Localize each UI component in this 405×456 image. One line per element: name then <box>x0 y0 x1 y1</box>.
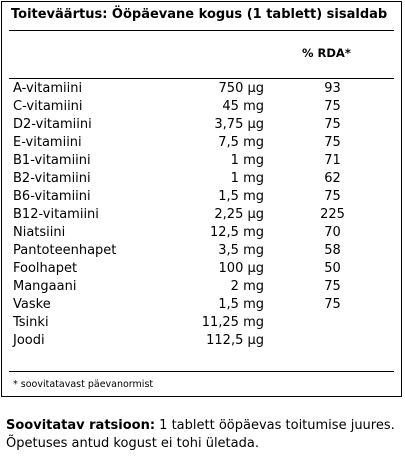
nutrient-rda: 93 <box>324 81 341 96</box>
nutrition-facts-panel <box>1 1 402 397</box>
nutrient-name: Pantoteenhapet <box>13 243 117 258</box>
title-divider <box>9 30 394 31</box>
nutrient-name: Foolhapet <box>13 261 78 276</box>
nutrient-row <box>2 80 402 98</box>
nutrient-name: A-vitamiini <box>13 81 83 96</box>
rda-footnote: * soovitatavast päevanormist <box>13 379 154 390</box>
dosage-instructions <box>6 417 402 453</box>
nutrient-amount: 12,5 mg <box>210 225 264 240</box>
nutrient-name: C-vitamiini <box>13 99 83 114</box>
nutrient-rda: 75 <box>324 279 341 294</box>
nutrient-rda: 75 <box>324 99 341 114</box>
nutrient-name: Mangaani <box>13 279 77 294</box>
nutrient-row <box>2 170 402 188</box>
nutrient-rda: 75 <box>324 117 341 132</box>
nutrient-row <box>2 224 402 242</box>
nutrient-row <box>2 242 402 260</box>
nutrient-name: D2-vitamiini <box>13 117 92 132</box>
nutrient-name: Tsinki <box>13 315 49 330</box>
header-divider <box>9 78 394 79</box>
nutrition-title: Toiteväärtus: Ööpäevane kogus (1 tablett) sisaldab <box>11 7 388 22</box>
nutrient-name: Vaske <box>13 297 51 312</box>
nutrient-amount: 45 mg <box>222 99 264 114</box>
nutrient-name: B2-vitamiini <box>13 171 91 186</box>
nutrient-rda: 70 <box>324 225 341 240</box>
nutrient-table <box>2 80 402 350</box>
nutrient-rda: 50 <box>324 261 341 276</box>
nutrient-row <box>2 296 402 314</box>
dosage-warning: Õpetuses antud kogust ei tohi ületada. <box>6 436 259 451</box>
nutrient-row <box>2 188 402 206</box>
nutrient-rda: 62 <box>324 171 341 186</box>
nutrient-row <box>2 152 402 170</box>
nutrient-amount: 112,5 µg <box>206 333 264 348</box>
dosage-label: Soovitatav ratsioon: <box>6 418 156 433</box>
dosage-text: 1 tablett ööpäevas toitumise juures. <box>155 418 395 433</box>
nutrient-rda: 71 <box>324 153 341 168</box>
nutrient-amount: 1,5 mg <box>218 297 264 312</box>
dosage-line-1 <box>6 417 402 435</box>
nutrient-row <box>2 278 402 296</box>
nutrient-amount: 2 mg <box>230 279 264 294</box>
nutrient-row <box>2 206 402 224</box>
nutrient-name: Niatsiini <box>13 225 66 240</box>
nutrient-amount: 1 mg <box>230 171 264 186</box>
nutrient-rda: 75 <box>324 297 341 312</box>
nutrient-rda: 225 <box>320 207 345 222</box>
nutrient-row <box>2 314 402 332</box>
nutrient-amount: 1,5 mg <box>218 189 264 204</box>
nutrient-amount: 750 µg <box>218 81 264 96</box>
nutrient-amount: 3,75 µg <box>214 117 264 132</box>
nutrient-amount: 7,5 mg <box>218 135 264 150</box>
nutrient-row <box>2 116 402 134</box>
nutrient-amount: 11,25 mg <box>201 315 264 330</box>
nutrient-row <box>2 260 402 278</box>
nutrient-amount: 100 µg <box>218 261 264 276</box>
nutrient-row <box>2 98 402 116</box>
nutrient-rda: 58 <box>324 243 341 258</box>
rda-column-header: % RDA* <box>302 46 351 60</box>
nutrient-name: B12-vitamiini <box>13 207 99 222</box>
nutrient-name: E-vitamiini <box>13 135 82 150</box>
nutrient-amount: 3,5 mg <box>218 243 264 258</box>
nutrient-row <box>2 134 402 152</box>
nutrient-name: Joodi <box>13 333 45 348</box>
nutrient-amount: 1 mg <box>230 153 264 168</box>
nutrient-rda: 75 <box>324 189 341 204</box>
nutrient-row <box>2 332 402 350</box>
nutrient-amount: 2,25 µg <box>214 207 264 222</box>
footer-divider <box>9 371 394 372</box>
nutrient-rda: 75 <box>324 135 341 150</box>
nutrient-name: B1-vitamiini <box>13 153 91 168</box>
nutrient-name: B6-vitamiini <box>13 189 91 204</box>
